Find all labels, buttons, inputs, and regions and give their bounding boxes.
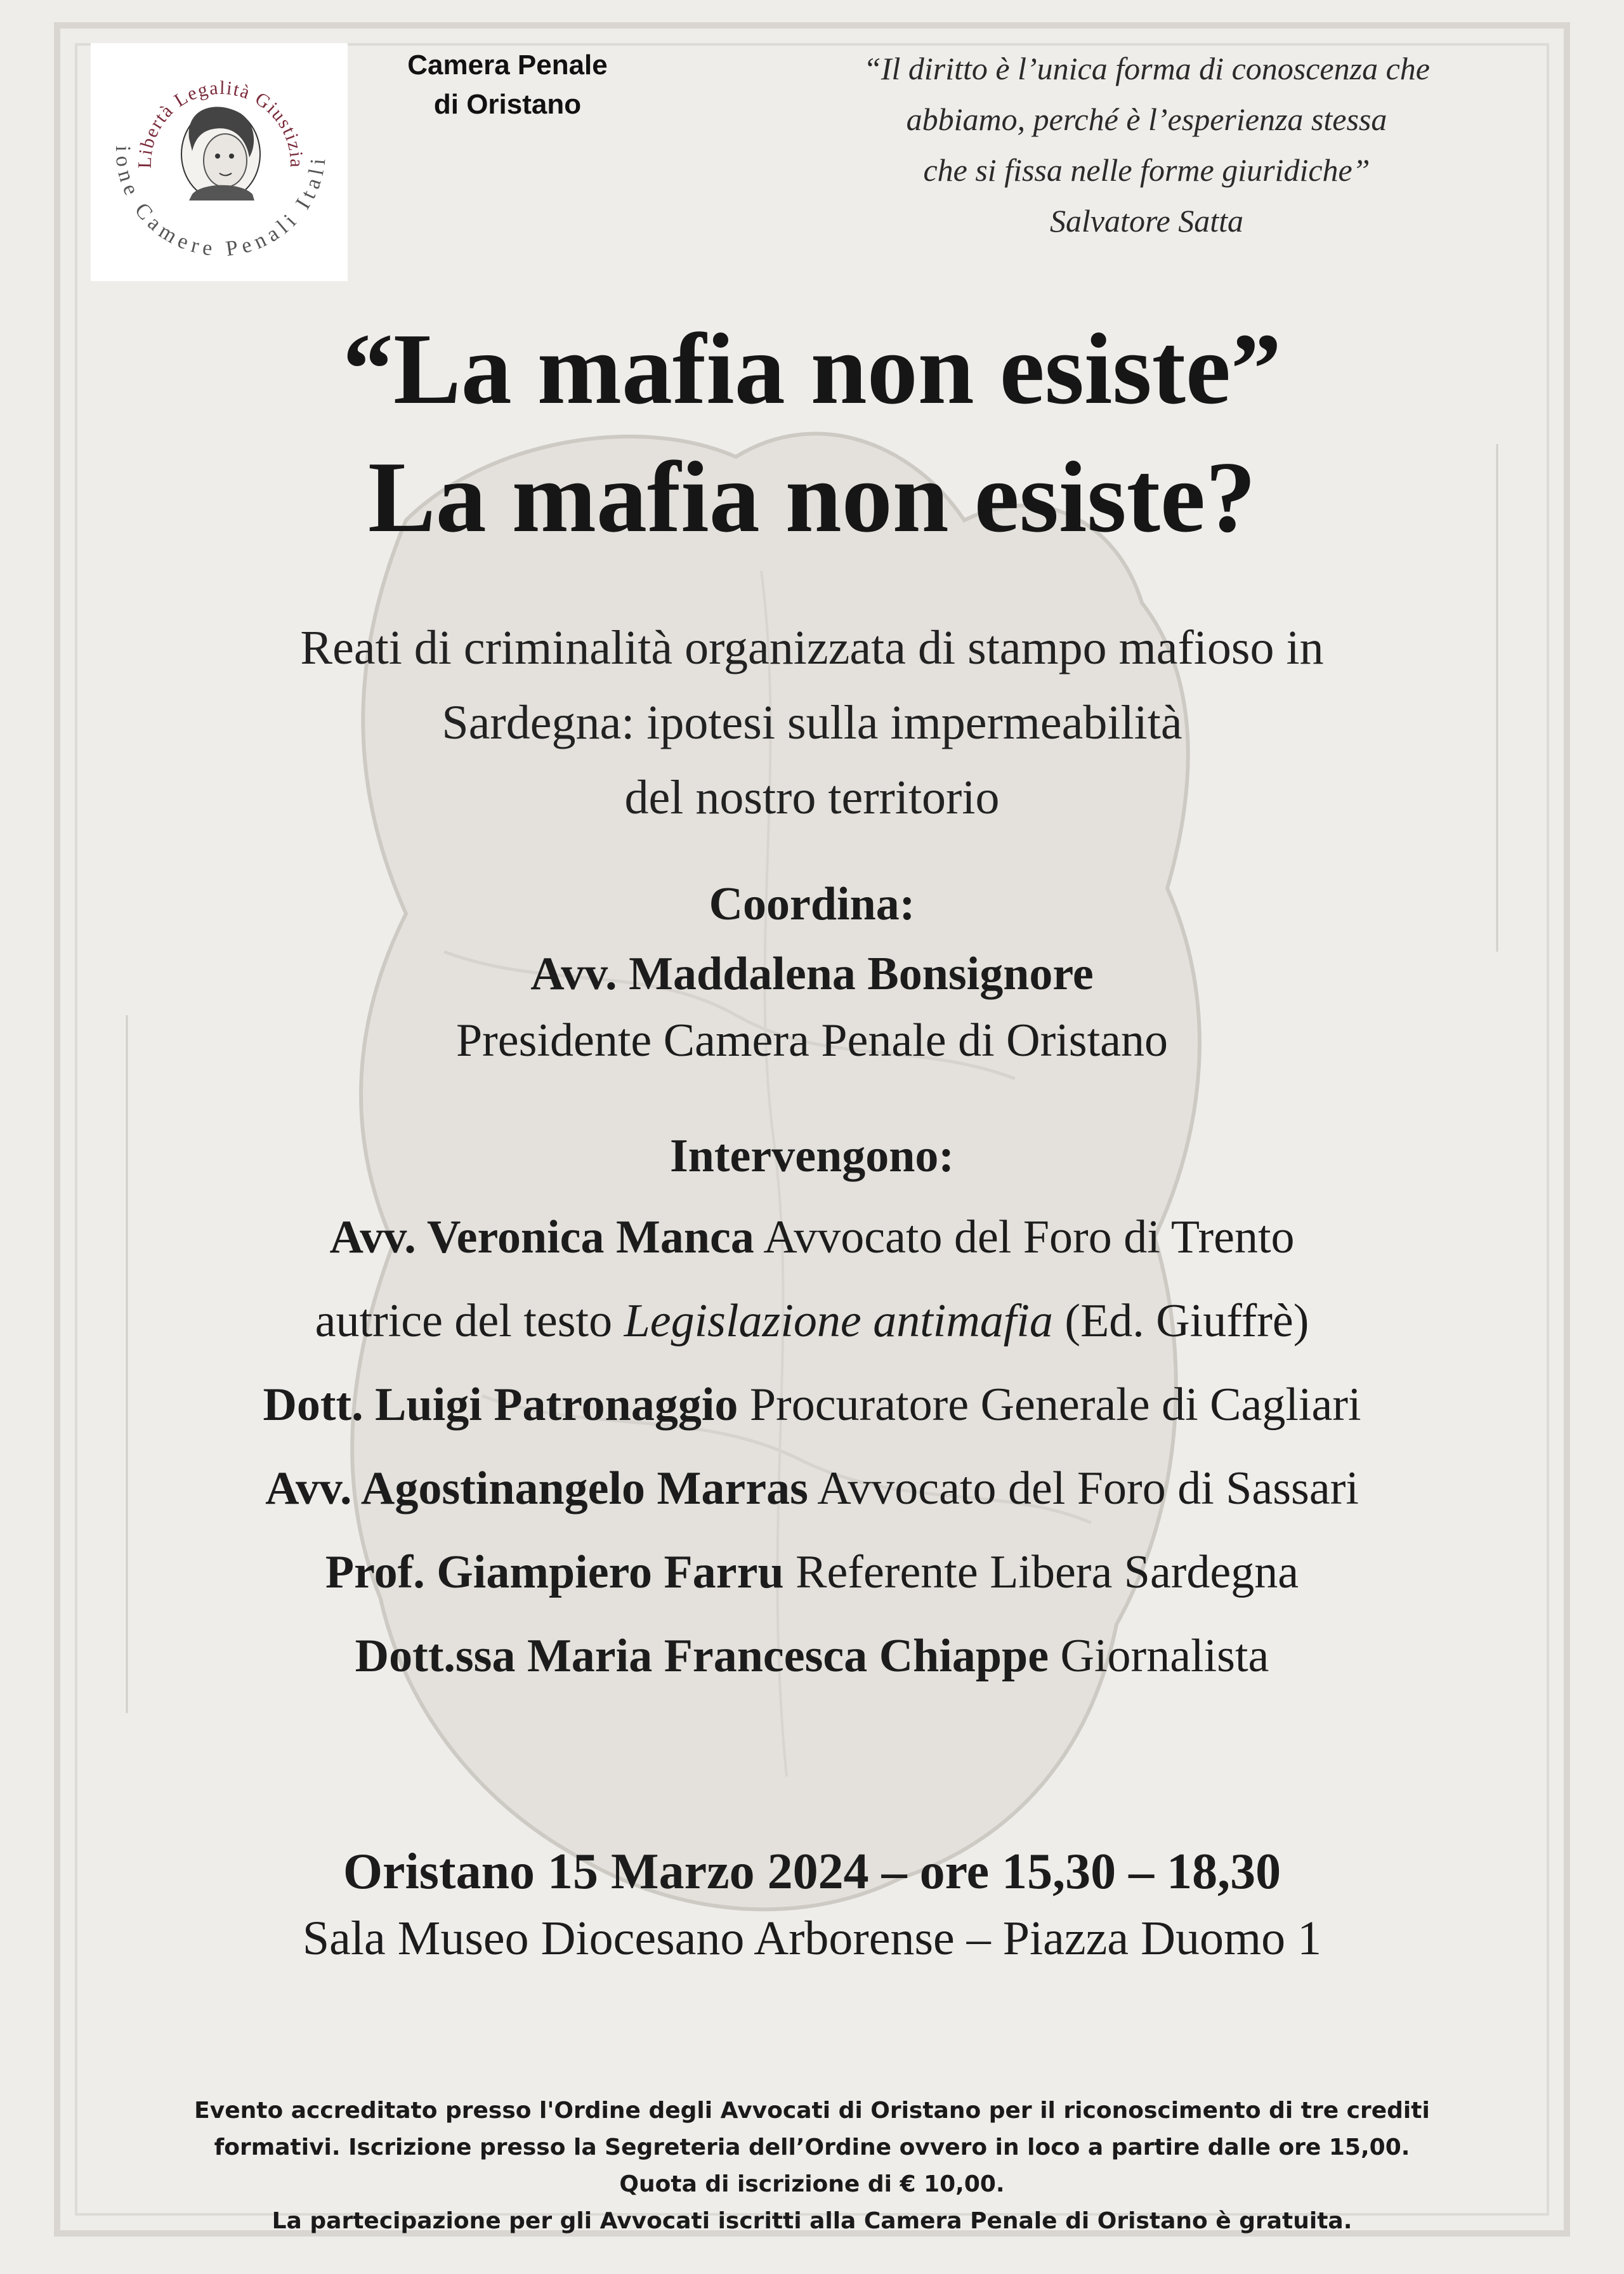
book-publisher: (Ed. Giuffrè): [1052, 1295, 1309, 1347]
coordinator-name: Avv. Maddalena Bonsignore: [530, 948, 1094, 1000]
speaker-role: Giornalista: [1049, 1630, 1269, 1682]
speaker-role: Referente Libera Sardegna: [783, 1546, 1299, 1598]
quote-line-3: che si fissa nelle forme giuridiche”: [923, 152, 1370, 188]
speaker-role: Procuratore Generale di Cagliari: [738, 1379, 1361, 1431]
speaker-role: autrice del testo: [315, 1295, 624, 1347]
quote-line-1: “Il diritto è l’unica forma di conoscenza che: [863, 51, 1430, 86]
book-title: Legislazione antimafia: [624, 1295, 1053, 1347]
footer-line-3: Quota di iscrizione di € 10,00.: [619, 2171, 1005, 2197]
subtitle-line-3: del nostro territorio: [624, 771, 1000, 824]
title-line-2: La mafia non esiste?: [368, 440, 1256, 553]
speakers-label: Intervengono:: [669, 1130, 955, 1182]
event-date-time: Oristano 15 Marzo 2024 – ore 15,30 – 18,30: [343, 1844, 1281, 1900]
organization-name: [355, 46, 660, 124]
speaker-name: Avv. Veronica Manca: [329, 1211, 754, 1263]
speaker-role: Avvocato del Foro di Sassari: [808, 1462, 1359, 1515]
speaker-row: [0, 1447, 1624, 1530]
speaker-row: [0, 1279, 1624, 1363]
event-info: [0, 1837, 1624, 1970]
logo-ring-bottom: ione Camere Penali Itali: [110, 145, 331, 261]
footer-line-4: La partecipazione per gli Avvocati iscritti alla Camera Penale di Oristano è gratuita.: [272, 2208, 1352, 2234]
speaker-row: [0, 1195, 1624, 1279]
accreditation-notice: [95, 2093, 1529, 2240]
speaker-name: Dott. Luigi Patronaggio: [263, 1379, 738, 1431]
speaker-name: Dott.ssa Maria Francesca Chiappe: [355, 1630, 1049, 1682]
quote: [771, 43, 1522, 246]
speaker-row: [0, 1530, 1624, 1614]
speaker-name: Avv. Agostinangelo Marras: [265, 1462, 808, 1515]
event-venue: Sala Museo Diocesano Arborense – Piazza Duomo 1: [302, 1912, 1322, 1965]
subtitle-line-2: Sardegna: ipotesi sulla impermeabilità: [442, 696, 1182, 749]
org-name-line-1: Camera Penale: [407, 49, 608, 81]
coordinator-section: [0, 869, 1624, 1072]
footer-line-1: Evento accreditato presso l'Ordine degli Avvocati di Oristano per il riconoscimento di tre crediti: [194, 2098, 1430, 2124]
portrait-engraving-icon: [181, 107, 260, 200]
speaker-row: [0, 1614, 1624, 1698]
speaker-name: Prof. Giampiero Farru: [325, 1546, 784, 1598]
poster-subtitle: [114, 610, 1510, 835]
quote-line-2: abbiamo, perché è l’esperienza stessa: [906, 102, 1387, 137]
org-name-line-2: di Oristano: [433, 89, 582, 120]
subtitle-line-1: Reati di criminalità organizzata di stampo mafioso in: [300, 621, 1324, 674]
coordinator-role: Presidente Camera Penale di Oristano: [456, 1015, 1168, 1067]
logo-ring-top: Libertà Legalità Giustizia: [134, 77, 308, 169]
quote-author: Salvatore Satta: [1049, 203, 1244, 239]
speaker-row: [0, 1363, 1624, 1447]
title-line-1: “La mafia non esiste”: [343, 312, 1281, 425]
speakers-section: [0, 1117, 1624, 1698]
coordinator-label: Coordina:: [709, 878, 915, 930]
speaker-role: Avvocato del Foro di Trento: [754, 1211, 1295, 1263]
footer-line-2: formativi. Iscrizione presso la Segreteria dell’Ordine ovvero in loco a partire dalle ore 15,00.: [214, 2134, 1410, 2160]
camera-penale-logo: [91, 43, 348, 281]
poster-title: [0, 305, 1624, 561]
